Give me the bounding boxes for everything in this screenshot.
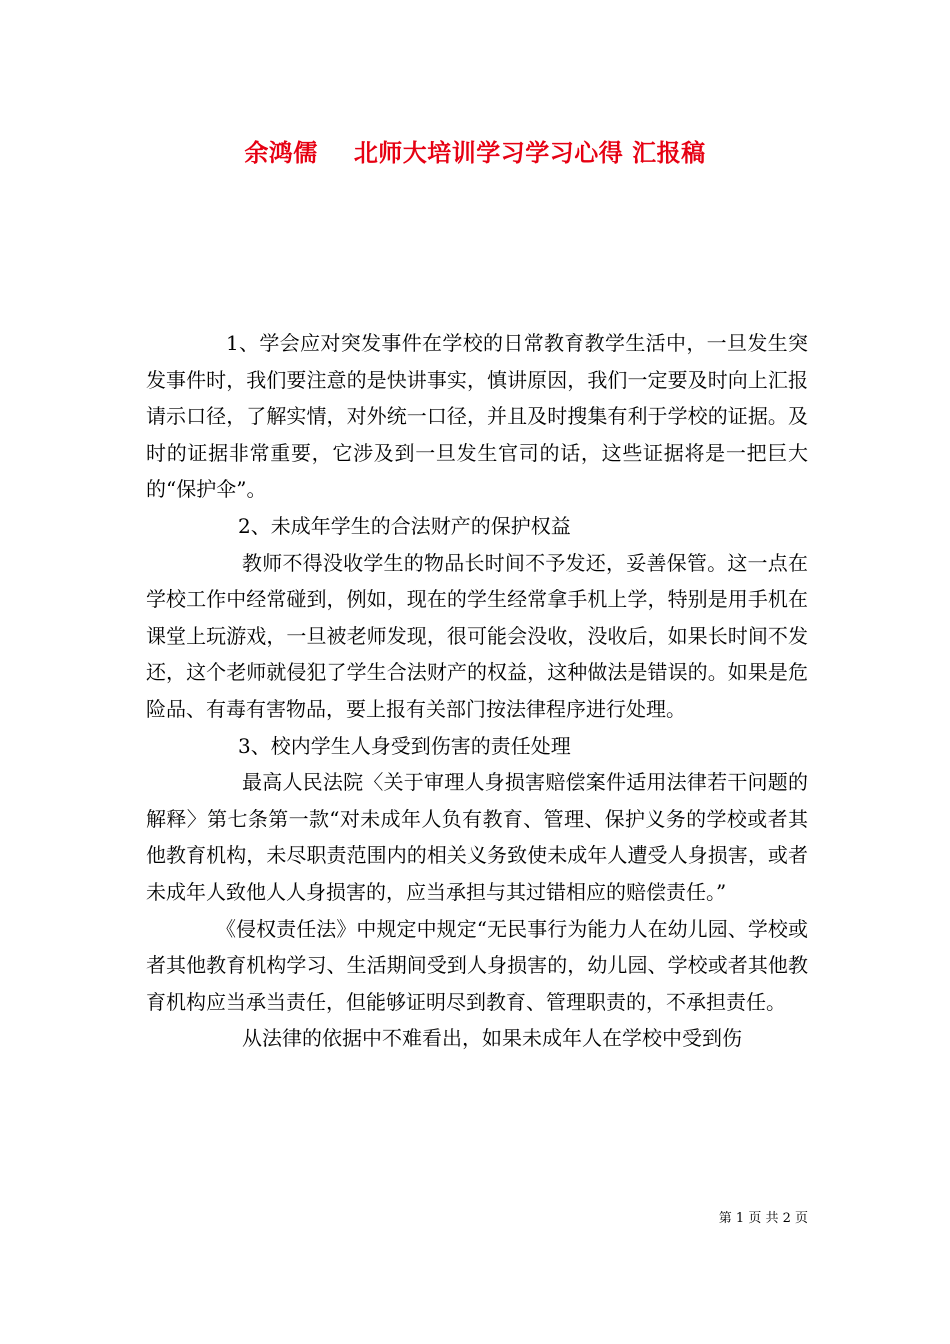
paragraph-emergency: 1、学会应对突发事件在学校的日常教育教学生活中，一旦发生突发事件时，我们要注意的是快讲事实，慎讲原因，我们一定要及时向上汇报请示口径，了解实情，对外统一口径，并且及时搜集有利于学校的证据。及时的证据非常重要，它涉及到一旦发生官司的话，这些证据将是一把巨大的“保护伞”。 [146, 331, 808, 502]
paragraph-tort-law: 《侵权责任法》中规定中规定“无民事行为能力人在幼儿园、学校或者其他教育机构学习、生活期间受到人身损害的，幼儿园、学校或者其他教育机构应当承当责任，但能够证明尽到教育、管理职责的，不承担责任。 [146, 916, 808, 1014]
heading-injury-liability: 3、校内学生人身受到伤害的责任处理 [238, 733, 571, 758]
paragraph-property-rights: 教师不得没收学生的物品长时间不予发还，妥善保管。这一点在学校工作中经常碰到，例如，现在的学生经常拿手机上学，特别是用手机在课堂上玩游戏，一旦被老师发现，很可能会没收，没收后，如果长时间不发还，这个老师就侵犯了学生合法财产的权益，这种做法是错误的。如果是危险品、有毒有害物品，要上报有关部门按法律程序进行处理。 [146, 550, 808, 721]
paragraph-conclusion: 从法律的依据中不难看出，如果未成年人在学校中受到伤 [242, 1026, 742, 1051]
document-body [146, 325, 808, 1057]
heading-property-rights: 2、未成年学生的合法财产的保护权益 [238, 513, 571, 538]
title-subject: 北师大培训学习学习心得 汇报稿 [353, 138, 706, 167]
page-number: 第 1 页 共 2 页 [718, 1211, 808, 1226]
paragraph-supreme-court: 最高人民法院〈关于审理人身损害赔偿案件适用法律若干问题的解释〉第七条第一款“对未成年人负有教育、管理、保护义务的学校或者其他教育机构，未尽职责范围内的相关义务致使未成年人遭受人身损害，或者未成年人致他人人身损害的，应当承担与其过错相应的赔偿责任。” [146, 770, 808, 904]
document-title [0, 133, 950, 168]
title-author: 余鸿儒 [244, 138, 318, 167]
